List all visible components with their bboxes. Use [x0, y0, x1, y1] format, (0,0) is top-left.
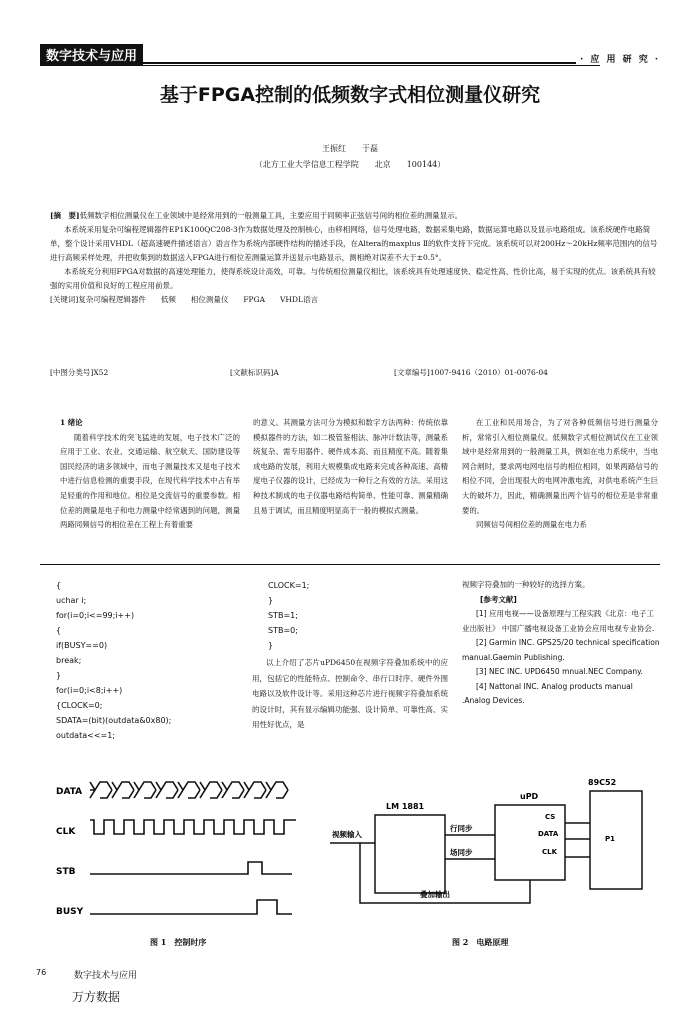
- lm1881-block: [375, 815, 445, 893]
- signal-label-busy: BUSY: [56, 907, 84, 917]
- busy-waveform: [90, 900, 292, 914]
- abstract-label: [摘 要]: [50, 211, 80, 220]
- code-left-line: {CLOCK=0;: [56, 701, 103, 710]
- overlay-output-label: 叠加输出: [420, 890, 450, 899]
- header-rule-thin: [40, 65, 600, 66]
- lm1881-label: LM 1881: [386, 802, 425, 811]
- body-column-2: [253, 416, 448, 518]
- mcu-label: 89C52: [588, 778, 617, 787]
- code-left-line: {: [56, 581, 62, 590]
- reference-2: [2] Garmin INC. GPS25/20 technical specification manual.Gaemin Publishing.: [462, 638, 660, 662]
- body-col1-text: 随着科学技术的突飞猛进的发展，电子技术广泛的应用于工业、农业、交通运输、航空航天、国防建设等国民经济的诸多领域中，而电子测量技术又是电子技术中进行信息检测的重要手段，在现代科学技术中占有举足轻重的作用和地位。相位是交流信号的重要参数。相位差的测量是电子和电力测量中经常遇到的问题，测量两路同频信号的相位差在工程上有着重要: [60, 432, 240, 530]
- abstract-p2: 本系统采用复杂可编程逻辑器件EP1K100QC208-3作为数据处理及控制核心，由移相网络，信号处理电路，数据采集电路，数据运算电路以及显示电路组成。该系统硬件电路简单，整个设计采用VHDL（超高速硬件描述语言）语言作为系统内部硬件结构的描述手段，在Altera的maxplus Ⅱ的软件支持下完成。该系统可以对200Hz～20kHz频率范围内的信号进行高频采样处理，并把收集到的数据送入FPGA进行相位差测量运算并送显示电路显示，测相绝对误差不大于±0.5°。: [50, 225, 658, 262]
- mid-paragraph: 以上介绍了芯片uPD6450在视频字符叠加系统中的应用，包括它的性能特点、控制命令、串行口时序、硬件外围电路以及软件设计等。采用这种芯片进行视频字符叠加系统的设计时，其有显示编辑功能强、设计简单、可靠性高、实用性好优点，是: [252, 658, 448, 729]
- data-bus-segments: [90, 782, 288, 798]
- watermark: 万方数据: [72, 990, 121, 1004]
- code-left-line: }: [56, 671, 62, 680]
- clk-label: CLK: [542, 848, 558, 856]
- code-left-line: uchar i;: [56, 596, 87, 605]
- section-label: · 应 用 研 究 ·: [576, 52, 660, 65]
- code-left-line: {: [56, 626, 62, 635]
- section-divider: [40, 564, 660, 565]
- code-mid-line: }: [268, 596, 274, 605]
- body-col2-text: 的意义。其测量方法可分为模拟和数字方法两种：传统依靠模拟器件的方法，如二极管鉴相法、脉冲计数法等，测量系统复杂、需专用器件、硬件成本高、而且精度不高。随着集成电路的发展，利用大规模集成电路来完成各种高速、高精度电子仪器的设计，已经成为一种行之有效的方法。采用这种技术制成的电子仪器电路结构简单、性能可靠、测量精确且易于调试，而且精度明显高于一般的模拟式测量。: [253, 418, 448, 515]
- clk-waveform: [90, 820, 296, 834]
- reference-1: [1] 应用电视——设备原理与工程实践《北京：电子工业出版社》 中国广播电视设备工业协会应用电视专业协会.: [462, 609, 655, 633]
- p1-label: P1: [605, 835, 616, 843]
- abstract: [50, 209, 660, 307]
- header-rule: [40, 62, 660, 64]
- signal-label-data: DATA: [56, 787, 83, 797]
- figure-2-circuit-diagram: [320, 775, 665, 925]
- code-left-line: break;: [56, 656, 82, 665]
- code-block-mid: [268, 578, 448, 653]
- field-sync-label: 场同步: [450, 848, 473, 857]
- reference-4: [4] Nattonal INC. Analog products manual .Analog Devices.: [462, 681, 633, 705]
- article-number: [文章编号]1007-9416（2010）01-0076-04: [394, 368, 548, 377]
- mcu-block: [590, 791, 642, 889]
- refs-intro: 视频字符叠加的一种较好的选择方案。: [462, 580, 590, 589]
- code-left-line: if(BUSY==0): [56, 641, 108, 650]
- page-number: 76: [36, 968, 47, 977]
- journal-tag: 数字技术与应用: [40, 44, 143, 65]
- code-left-line: for(i=0;i<=99;i++): [56, 611, 135, 620]
- reference-3: [3] NEC INC. UPD6450 mnual.NEC Company.: [476, 667, 643, 676]
- clc-number: [中图分类号]X52: [50, 368, 109, 377]
- mid-text: [252, 655, 448, 733]
- stb-waveform: [90, 862, 292, 874]
- figure-2-caption: 图 2 电路原理: [452, 937, 509, 947]
- code-left-line: for(i=0;i<8;i++): [56, 686, 123, 695]
- code-block-left: [56, 578, 246, 743]
- figure-1-caption: 图 1 控制时序: [150, 937, 207, 947]
- code-left-line: SDATA=(bit)(outdata&0x80);: [56, 716, 172, 725]
- refs-heading: [参考文献]: [480, 594, 517, 604]
- cs-label: CS: [545, 813, 556, 821]
- document-code: [文献标识码]A: [230, 368, 279, 377]
- signal-label-clk: CLK: [56, 827, 76, 837]
- section-heading-intro: 1 绪论: [60, 418, 83, 427]
- code-mid-line: CLOCK=1;: [268, 581, 310, 590]
- signal-label-stb: STB: [56, 867, 76, 877]
- upd-label: uPD: [520, 792, 539, 801]
- code-mid-line: STB=1;: [268, 611, 298, 620]
- figure-1-timing-diagram: [52, 770, 312, 940]
- body-column-1: [60, 416, 240, 533]
- affiliation: （北方工业大学信息工程学院 北京 100144）: [254, 160, 446, 169]
- references: [462, 578, 660, 709]
- abstract-p1: 低频数字相位测量仪在工业领域中是经常用到的一般测量工具，主要应用于同频率正弦信号间的相位差的测量显示。: [79, 211, 463, 220]
- video-input-label: 视频输入: [332, 830, 362, 839]
- body-col3-text: 在工业和民用场合，为了对各种低频信号进行测量分析，常常引入相位测量仪。低频数字式相位测试仪在工业领域中是经常用到的一般测量工具，例如在电力系统中，当电网合闸时，要求两电网电信号的相位相同，如果两路信号的相位不同，会出现很大的电网冲激电流，对供电系统产生巨大的破坏力，因此，精确测量出两个信号的相位差是非常重要的。: [462, 418, 658, 515]
- body-col3-text-b: 同频信号间相位差的测量在电力系: [476, 520, 587, 530]
- abstract-p3: 本系统充分利用FPGA对数据的高速处理能力，使得系统设计高效，可靠。与传统相位测量仪相比，该系统具有处理速度快、稳定性高、性价比高，易于实现的优点。该系统具有较强的实用价值和良好的工程应用前景。: [50, 267, 656, 290]
- keywords: [关键词]复杂可编程逻辑器件 低频 相位测量仪 FPGA VHDL语言: [50, 295, 318, 304]
- row-sync-label: 行同步: [450, 824, 473, 833]
- code-left-line: outdata<<=1;: [56, 731, 116, 740]
- data-waveform: [90, 782, 288, 798]
- data-label: DATA: [538, 830, 559, 838]
- authors: 王振红 于磊: [322, 144, 378, 153]
- footer-journal: 数字技术与应用: [74, 971, 138, 981]
- paper-title: 基于FPGA控制的低频数字式相位测量仪研究: [159, 84, 541, 106]
- code-mid-line: STB=0;: [268, 626, 298, 635]
- body-column-3: [462, 416, 658, 533]
- code-mid-line: }: [268, 641, 274, 650]
